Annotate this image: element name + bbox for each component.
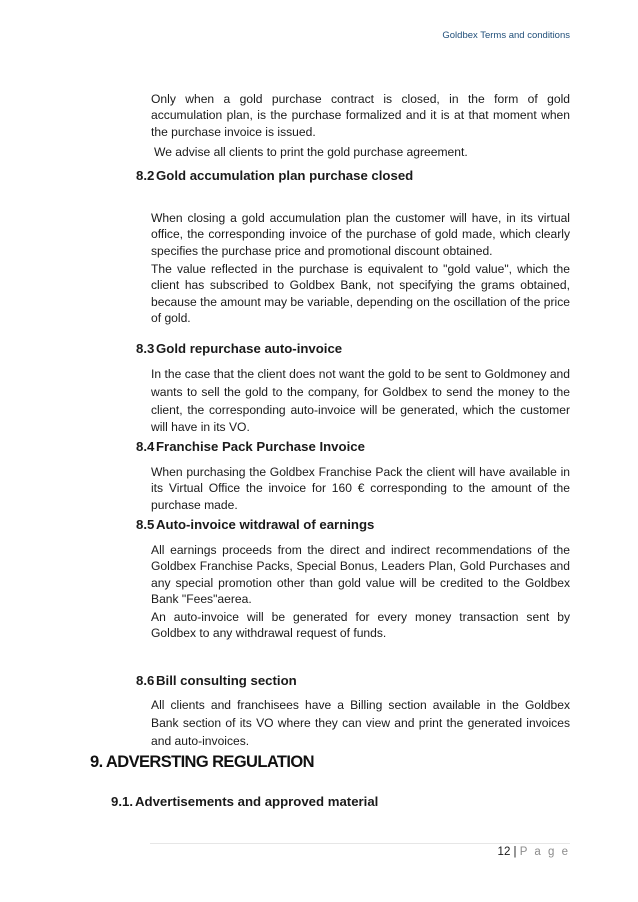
section-8-3-paragraph-1: In the case that the client does not want the gold to be sent to Goldmoney and wants to sell the gold to the company, for Goldbex to send the money to the client, the corresponding auto-invoice will be generated, which the customer will have in its VO. (151, 367, 570, 435)
section-8-5-heading (136, 517, 374, 532)
footer-divider (150, 843, 570, 844)
intro-paragraph-1: Only when a gold purchase contract is closed, in the form of gold accumulation plan, is the purchase formalized and it is at that moment when the purchase invoice is issued. (151, 92, 570, 139)
section-8-4-paragraph-1: When purchasing the Goldbex Franchise Pack the client will have available in its Virtual Office the invoice for 160 € corresponding to the amount of the purchase made. (151, 465, 570, 512)
section-number: 8.4 (136, 439, 155, 454)
section-number: 8.2 (136, 168, 155, 183)
section-8-3-heading (136, 341, 342, 356)
section-number: 8.5 (136, 517, 155, 532)
section-title: Bill consulting section (156, 673, 297, 688)
section-8-4-heading (136, 439, 365, 454)
footer-separator: | (513, 846, 517, 858)
section-8-5-paragraph-1: All earnings proceeds from the direct and indirect recommendations of the Goldbex Franchise Packs, Special Bonus, Leaders Plan, Gold Purchases and any special promotion other than gold value will be credited to the Goldbex Bank "Fees"aerea. (151, 543, 570, 606)
section-number: 9.1. (111, 794, 133, 809)
section-8-6-heading (136, 673, 297, 688)
section-title: Advertisements and approved material (135, 794, 379, 809)
section-8-2-paragraph-2: The value reflected in the purchase is equivalent to "gold value", which the client has subscribed to Goldbex Bank, not specifying the grams obtained, because the amount may be variable, depending on the oscillation of the price of gold. (151, 262, 570, 325)
section-number: 8.3 (136, 341, 155, 356)
page-label: P a g e (519, 846, 570, 858)
page-number: 12 (497, 846, 511, 858)
intro-paragraph-2: We advise all clients to print the gold purchase agreement. (154, 145, 468, 159)
running-header: Goldbex Terms and conditions (442, 30, 570, 41)
page-footer (498, 846, 570, 858)
section-title: Auto-invoice witdrawal of earnings (156, 517, 375, 532)
section-8-5-paragraph-2: An auto-invoice will be generated for every money transaction sent by Goldbex to any withdrawal request of funds. (151, 610, 570, 641)
section-title: Franchise Pack Purchase Invoice (156, 439, 365, 454)
section-title: Gold repurchase auto-invoice (156, 341, 343, 356)
section-8-2-paragraph-1: When closing a gold accumulation plan the customer will have, in its virtual office, the corresponding invoice of the purchase of gold made, which clearly specifies the purchase price and promotional discount obtained. (151, 211, 570, 258)
section-title: Gold accumulation plan purchase closed (156, 168, 414, 183)
section-9-heading: 9. ADVERSTING REGULATION (90, 753, 314, 771)
section-8-2-heading (136, 168, 413, 183)
section-8-6-paragraph-1: All clients and franchisees have a Billing section available in the Goldbex Bank section of its VO where they can view and print the generated invoices and auto-invoices. (151, 698, 570, 748)
section-number: 8.6 (136, 673, 155, 688)
section-9-1-heading (111, 794, 378, 809)
